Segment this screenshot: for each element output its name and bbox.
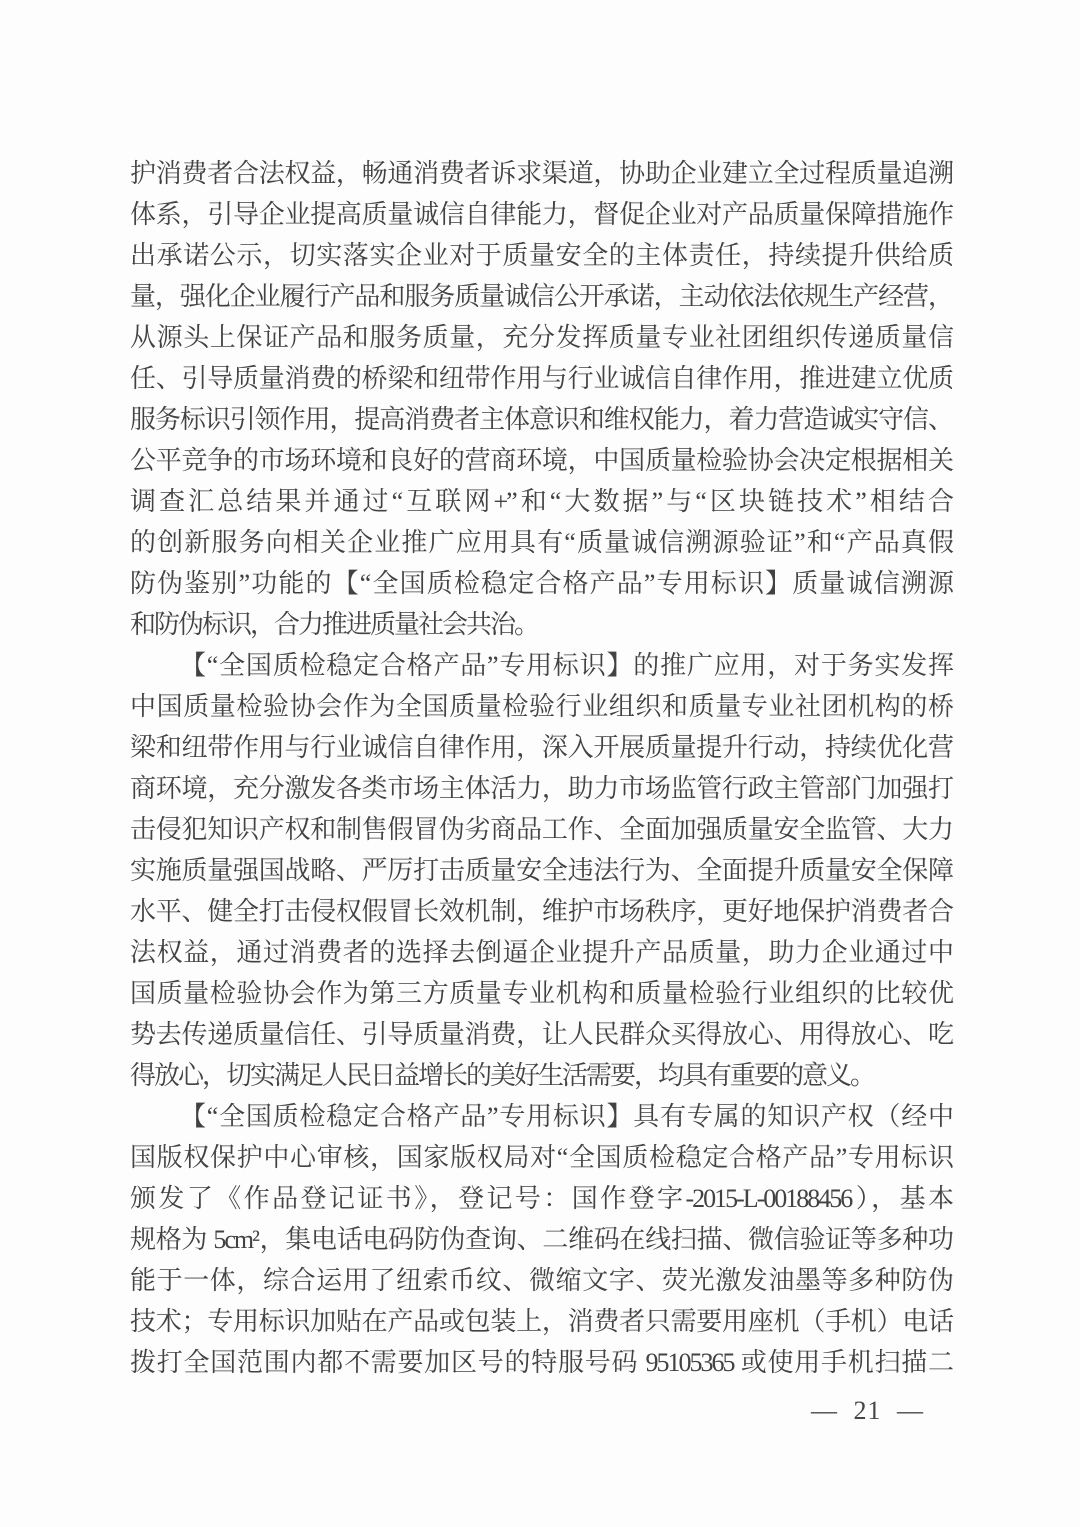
- text-line: 击侵犯知识产权和制售假冒伪劣商品工作、全面加强质量安全监管、大力: [130, 815, 952, 844]
- text-line: 公平竞争的市场环境和良好的营商环境，中国质量检验协会决定根据相关: [130, 446, 952, 475]
- text-line: 水平、健全打击侵权假冒长效机制，维护市场秩序，更好地保护消费者合: [130, 897, 952, 926]
- text-line: 势去传递质量信任、引导质量消费，让人民群众买得放心、用得放心、吃: [130, 1020, 952, 1049]
- text-line: 得放心，切实满足人民日益增长的美好生活需要，均具有重要的意义。: [130, 1061, 875, 1090]
- text-line: 实施质量强国战略、严厉打击质量安全违法行为、全面提升质量安全保障: [130, 856, 952, 885]
- text-line: 国质量检验协会作为第三方质量专业机构和质量检验行业组织的比较优: [130, 979, 952, 1008]
- text-line: 和防伪标识，合力推进质量社会共治。: [130, 610, 539, 639]
- text-line: 量，强化企业履行产品和服务质量诚信公开承诺，主动依法依规生产经营，: [130, 282, 952, 311]
- text-line: 能于一体，综合运用了纽索币纹、微缩文字、荧光激发油墨等多种防伪: [130, 1266, 952, 1295]
- text-line: 商环境，充分激发各类市场主体活力，助力市场监管行政主管部门加强打: [130, 774, 952, 803]
- text-line: 护消费者合法权益，畅通消费者诉求渠道，协助企业建立全过程质量追溯: [130, 159, 952, 188]
- document-text: [130, 153, 952, 1383]
- text-line: 拨打全国范围内都不需要加区号的特服号码 95105365 或使用手机扫描二: [130, 1348, 952, 1377]
- text-line: 调查汇总结果并通过“互联网+”和“大数据”与“区块链技术”相结合: [130, 487, 952, 516]
- text-line: 梁和纽带作用与行业诚信自律作用，深入开展质量提升行动，持续优化营: [130, 733, 952, 762]
- page-number: — 21 —: [811, 1396, 924, 1425]
- text-line: 法权益，通过消费者的选择去倒逼企业提升产品质量，助力企业通过中: [130, 938, 952, 967]
- text-line: 规格为 5cm²，集电话电码防伪查询、二维码在线扫描、微信验证等多种功: [130, 1225, 952, 1254]
- text-line: 出承诺公示，切实落实企业对于质量安全的主体责任，持续提升供给质: [130, 241, 952, 270]
- text-line: 技术；专用标识加贴在产品或包装上，消费者只需要用座机（手机）电话: [130, 1307, 952, 1336]
- text-line: 体系，引导企业提高质量诚信自律能力，督促企业对产品质量保障措施作: [130, 200, 952, 229]
- text-line: 防伪鉴别”功能的【“全国质检稳定合格产品”专用标识】质量诚信溯源: [130, 569, 952, 598]
- text-line: 任、引导质量消费的桥梁和纽带作用与行业诚信自律作用，推进建立优质: [130, 364, 952, 393]
- text-line: 国版权保护中心审核，国家版权局对“全国质检稳定合格产品”专用标识: [130, 1143, 952, 1172]
- text-line: 服务标识引领作用，提高消费者主体意识和维权能力，着力营造诚实守信、: [130, 405, 952, 434]
- text-line: 的创新服务向相关企业推广应用具有“质量诚信溯源验证”和“产品真假: [130, 528, 952, 557]
- text-line: 【“全国质检稳定合格产品”专用标识】具有专属的知识产权（经中: [180, 1102, 952, 1131]
- text-line: 从源头上保证产品和服务质量，充分发挥质量专业社团组织传递质量信: [130, 323, 952, 352]
- text-line: 中国质量检验协会作为全国质量检验行业组织和质量专业社团机构的桥: [130, 692, 952, 721]
- text-line: 颁发了《作品登记证书》，登记号：国作登字-2015-L-00188456），基本: [130, 1184, 952, 1213]
- text-line: 【“全国质检稳定合格产品”专用标识】的推广应用，对于务实发挥: [180, 651, 952, 680]
